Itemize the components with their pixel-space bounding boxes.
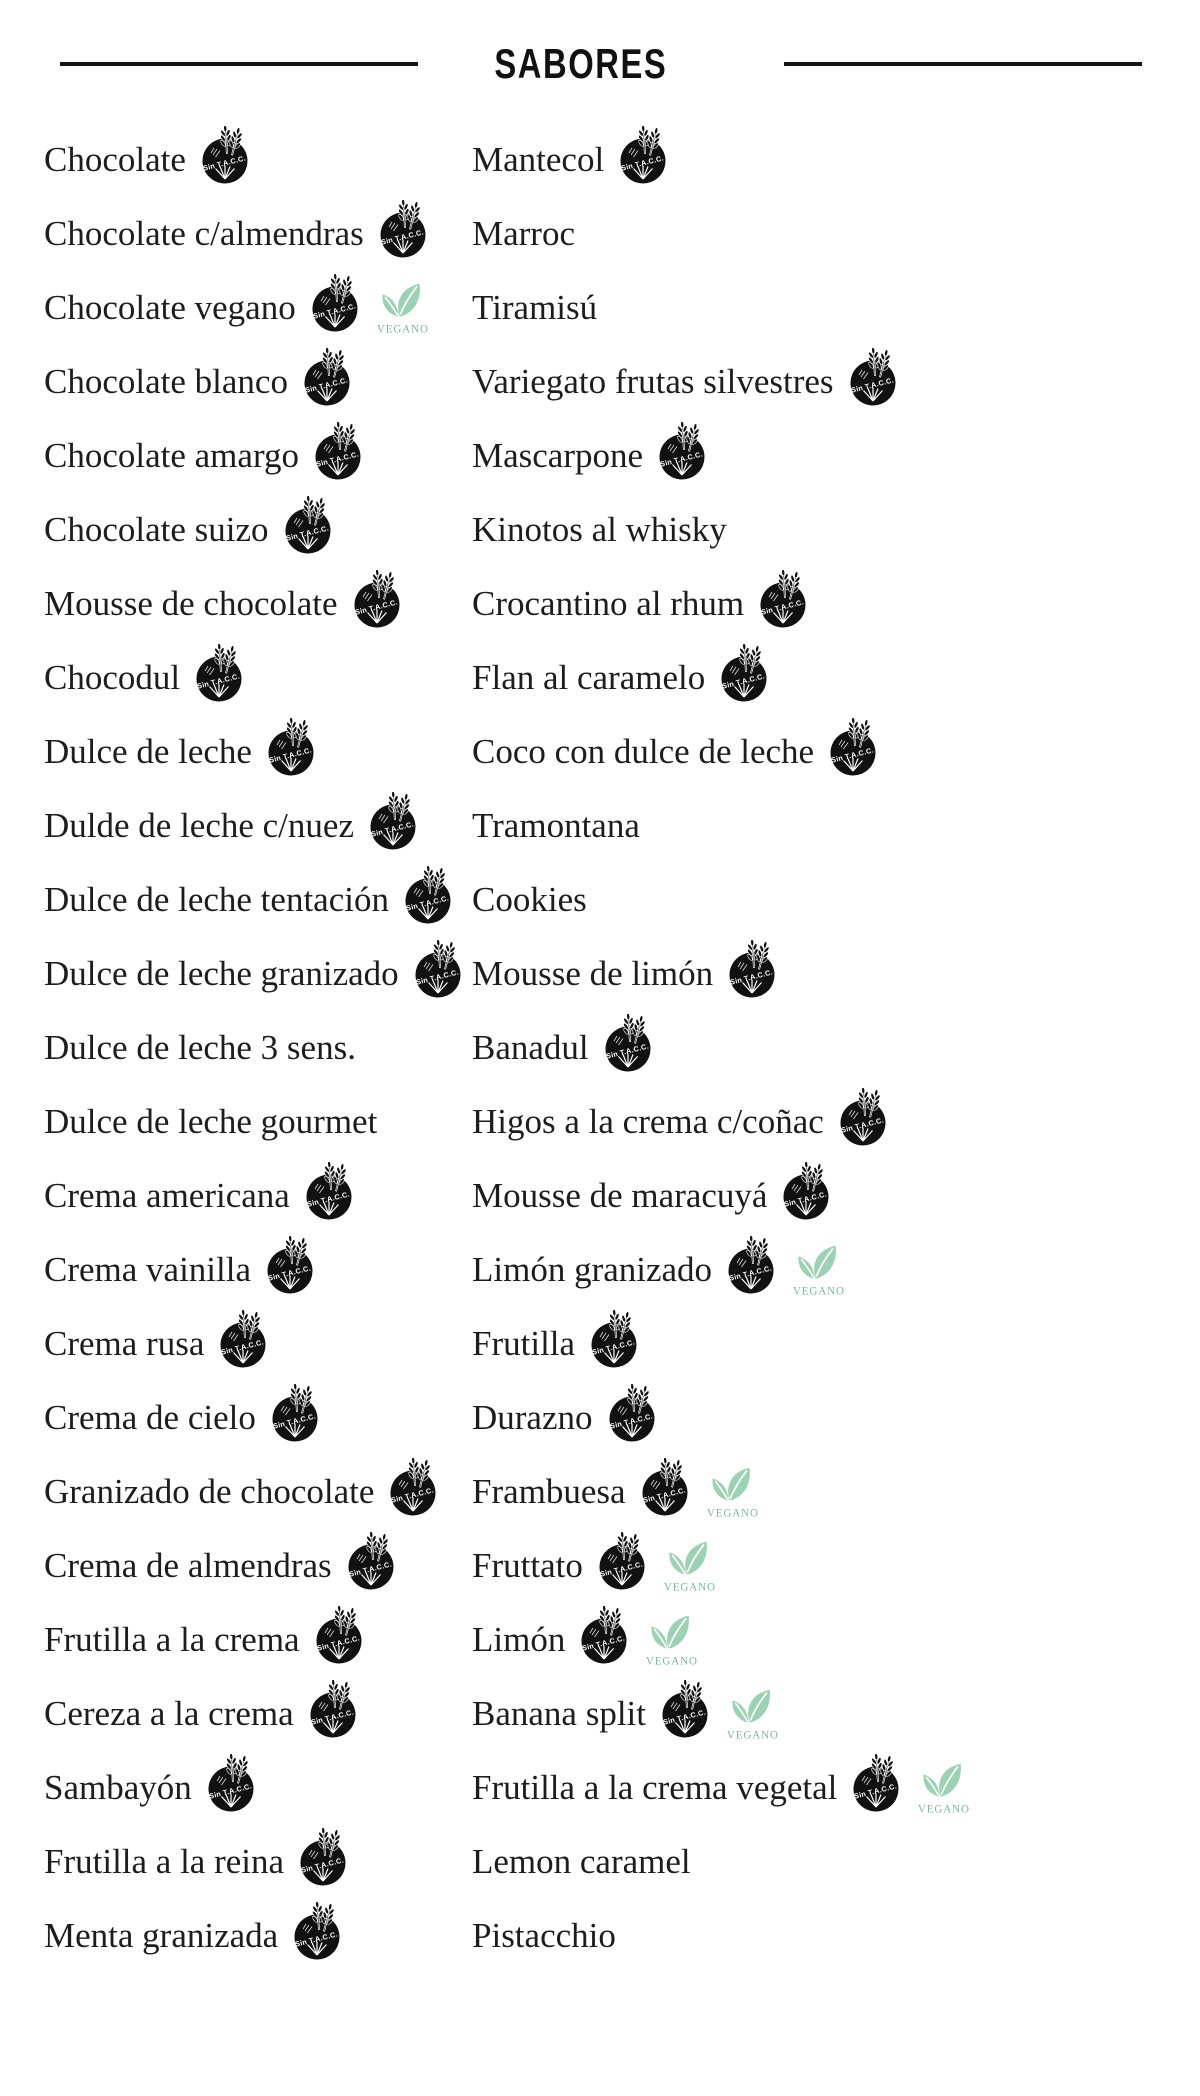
flavor-item [472, 1306, 1200, 1380]
vegano-icon [720, 1688, 784, 1741]
flavor-item [472, 640, 1200, 714]
flavor-label: Kinotos al whisky [472, 509, 727, 549]
flavor-item [472, 492, 1200, 566]
page-title: SABORES [494, 40, 668, 87]
sin-tacc-badge-icon [200, 126, 250, 185]
flavor-label: Tramontana [472, 805, 640, 845]
flavor-item [472, 196, 1200, 270]
flavor-label: Crema rusa [44, 1323, 205, 1363]
flavor-label: Mousse de limón [472, 953, 714, 993]
sin-tacc-badge-icon [368, 792, 418, 851]
flavor-label: Coco con dulce de leche [472, 731, 815, 771]
flavor-item [44, 1750, 472, 1824]
flavor-label: Chocolate amargo [44, 435, 299, 475]
sin-tacc-badge-icon [660, 1680, 710, 1739]
flavor-item [472, 566, 1200, 640]
flavor-label: Limón granizado [472, 1249, 713, 1289]
flavor-label: Crema de almendras [44, 1545, 332, 1585]
flavor-item [44, 1010, 472, 1084]
flavor-label: Tiramisú [472, 287, 598, 327]
flavor-item [472, 270, 1200, 344]
flavor-label: Dulce de leche [44, 731, 252, 771]
flavor-column-left [44, 122, 472, 1972]
flavor-item [472, 936, 1200, 1010]
flavor-label: Crema americana [44, 1175, 290, 1215]
flavor-item [44, 418, 472, 492]
flavor-item [44, 196, 472, 270]
sin-tacc-badge-icon [298, 1828, 348, 1887]
sin-tacc-badge-icon [313, 422, 363, 481]
flavor-item [472, 1084, 1200, 1158]
flavor-item [44, 1528, 472, 1602]
sin-tacc-badge-icon [727, 940, 777, 999]
flavor-label: Cookies [472, 879, 587, 919]
sin-tacc-badge-icon [579, 1606, 629, 1665]
flavor-label: Crocantino al rhum [472, 583, 745, 623]
flavor-label: Mousse de maracuyá [472, 1175, 768, 1215]
flavor-list [0, 122, 1200, 1972]
flavor-item [44, 1898, 472, 1972]
flavor-item [472, 1380, 1200, 1454]
sin-tacc-badge-icon [270, 1384, 320, 1443]
sin-tacc-badge-icon [194, 644, 244, 703]
flavor-label: Menta granizada [44, 1915, 279, 1955]
flavor-item [44, 862, 472, 936]
sin-tacc-badge-icon [781, 1162, 831, 1221]
flavor-item [44, 1380, 472, 1454]
flavor-item [44, 1232, 472, 1306]
sin-tacc-badge-icon [589, 1310, 639, 1369]
flavor-item [472, 1232, 1200, 1306]
sin-tacc-badge-icon [603, 1014, 653, 1073]
title-rule-right [784, 62, 1142, 66]
flavor-label: Dulce de leche 3 sens. [44, 1027, 356, 1067]
flavor-item [44, 788, 472, 862]
flavor-column-right [472, 122, 1200, 1972]
menu-header [60, 40, 1142, 88]
sin-tacc-badge-icon [308, 1680, 358, 1739]
sin-tacc-badge-icon [378, 200, 428, 259]
flavor-item [472, 1676, 1200, 1750]
vegano-icon [786, 1244, 850, 1297]
flavor-item [44, 344, 472, 418]
flavor-item [44, 492, 472, 566]
flavor-item [44, 122, 472, 196]
flavor-item [44, 1676, 472, 1750]
flavor-label: Mousse de chocolate [44, 583, 338, 623]
flavor-item [472, 418, 1200, 492]
flavor-label: Mantecol [472, 139, 605, 179]
vegano-icon [911, 1762, 975, 1815]
sin-tacc-badge-icon [851, 1754, 901, 1813]
flavor-label: Banana split [472, 1693, 646, 1733]
flavor-label: Mascarpone [472, 435, 644, 475]
flavor-item [472, 862, 1200, 936]
flavor-label: Flan al caramelo [472, 657, 706, 697]
sin-tacc-badge-icon [838, 1088, 888, 1147]
flavor-item [472, 1528, 1200, 1602]
flavor-item [44, 714, 472, 788]
flavor-label: Granizado de chocolate [44, 1471, 375, 1511]
flavor-label: Fruttato [472, 1545, 583, 1585]
flavor-item [472, 714, 1200, 788]
flavor-label: Durazno [472, 1397, 593, 1437]
flavor-label: Marroc [472, 213, 576, 253]
flavor-label: Dulce de leche granizado [44, 953, 399, 993]
sin-tacc-badge-icon [413, 940, 463, 999]
flavor-label: Crema de cielo [44, 1397, 256, 1437]
flavor-item [44, 936, 472, 1010]
flavor-label: Chocolate vegano [44, 287, 296, 327]
flavor-item [472, 344, 1200, 418]
sin-tacc-badge-icon [848, 348, 898, 407]
flavor-item [44, 640, 472, 714]
flavor-label: Dulde de leche c/nuez [44, 805, 354, 845]
sin-tacc-badge-icon [618, 126, 668, 185]
sin-tacc-badge-icon [640, 1458, 690, 1517]
flavor-label: Crema vainilla [44, 1249, 252, 1289]
flavor-item [472, 1454, 1200, 1528]
flavor-label: Chocodul [44, 657, 181, 697]
sin-tacc-badge-icon [352, 570, 402, 629]
flavor-label: Lemon caramel [472, 1841, 691, 1881]
flavor-item [472, 1898, 1200, 1972]
sin-tacc-badge-icon [607, 1384, 657, 1443]
flavor-label: Chocolate [44, 139, 186, 179]
flavor-item [44, 566, 472, 640]
vegano-icon [700, 1466, 764, 1519]
sin-tacc-badge-icon [310, 274, 360, 333]
sin-tacc-badge-icon [302, 348, 352, 407]
flavor-label: Banadul [472, 1027, 589, 1067]
flavor-label: Sambayón [44, 1767, 192, 1807]
flavor-item [44, 1084, 472, 1158]
flavor-label: Frutilla [472, 1323, 576, 1363]
sin-tacc-badge-icon [388, 1458, 438, 1517]
sin-tacc-badge-icon [403, 866, 453, 925]
flavor-label: Chocolate suizo [44, 509, 269, 549]
flavor-item [44, 270, 472, 344]
flavor-label: Dulce de leche gourmet [44, 1101, 378, 1141]
flavor-item [44, 1824, 472, 1898]
flavor-item [472, 1602, 1200, 1676]
vegano-icon [657, 1540, 721, 1593]
flavor-item [472, 1824, 1200, 1898]
sin-tacc-badge-icon [206, 1754, 256, 1813]
sin-tacc-badge-icon [265, 1236, 315, 1295]
flavor-item [472, 788, 1200, 862]
sin-tacc-badge-icon [292, 1902, 342, 1961]
sin-tacc-badge-icon [266, 718, 316, 777]
flavor-label: Pistacchio [472, 1915, 616, 1955]
flavor-item [472, 1750, 1200, 1824]
flavor-item [44, 1158, 472, 1232]
flavor-label: Limón [472, 1619, 566, 1659]
flavor-item [44, 1454, 472, 1528]
sin-tacc-badge-icon [758, 570, 808, 629]
flavor-item [472, 122, 1200, 196]
flavor-item [44, 1306, 472, 1380]
flavor-item [44, 1602, 472, 1676]
flavor-label: Frutilla a la crema [44, 1619, 300, 1659]
title-rule-left [60, 62, 418, 66]
sin-tacc-badge-icon [314, 1606, 364, 1665]
flavor-label: Frutilla a la reina [44, 1841, 285, 1881]
flavor-label: Variegato frutas silvestres [472, 361, 834, 401]
flavor-label: Dulce de leche tentación [44, 879, 389, 919]
flavor-label: Frutilla a la crema vegetal [472, 1767, 838, 1807]
flavor-label: Higos a la crema c/coñac [472, 1101, 824, 1141]
flavor-label: Cereza a la crema [44, 1693, 294, 1733]
sin-tacc-badge-icon [283, 496, 333, 555]
flavor-label: Chocolate blanco [44, 361, 288, 401]
sin-tacc-badge-icon [304, 1162, 354, 1221]
vegano-icon [370, 282, 434, 335]
sin-tacc-badge-icon [828, 718, 878, 777]
sin-tacc-badge-icon [726, 1236, 776, 1295]
flavor-item [472, 1158, 1200, 1232]
flavor-label: Frambuesa [472, 1471, 626, 1511]
sin-tacc-badge-icon [719, 644, 769, 703]
sin-tacc-badge-icon [597, 1532, 647, 1591]
sin-tacc-badge-icon [346, 1532, 396, 1591]
vegano-icon [639, 1614, 703, 1667]
sin-tacc-badge-icon [657, 422, 707, 481]
flavor-item [472, 1010, 1200, 1084]
flavor-label: Chocolate c/almendras [44, 213, 364, 253]
sin-tacc-badge-icon [218, 1310, 268, 1369]
